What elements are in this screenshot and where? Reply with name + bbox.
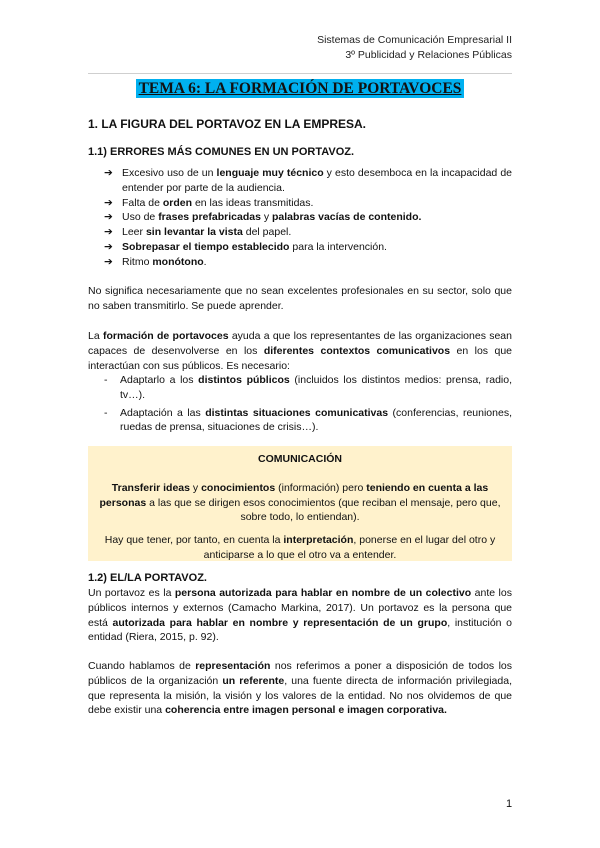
arrow-icon: ➔ (104, 226, 113, 239)
list-item: ➔ Leer sin levantar la vista del papel. (104, 226, 292, 239)
paragraph-representation: Cuando hablamos de representación nos referimos a poner a disposición de todos los públicos de la organización un referente, una fuente directa de información privilegiada, que representa la misión, la visión y los valores de la entidad. No nos olvidemos de que debe existir una coherencia entre imagen personal e imagen corporativa. (88, 660, 512, 717)
paragraph-learnable: No significa necesariamente que no sean excelentes profesionales en su sector, solo que no saben transmitirlo. Se puede aprender. (88, 285, 512, 312)
header-degree: 3º Publicidad y Relaciones Públicas (345, 49, 512, 61)
arrow-icon: ➔ (104, 211, 113, 224)
errors-list (104, 166, 512, 270)
list-item: ➔ Ritmo monótono. (104, 255, 207, 268)
list-item: ➔ Excesivo uso de un lenguaje muy técnico y esto desemboca en la incapacidad de entender por parte de la audiencia. (104, 167, 513, 194)
communication-callout (88, 446, 512, 561)
list-item: - Adaptación a las distintas situaciones comunicativas (conferencias, reuniones, ruedas de prensa, situaciones de crisis…). (104, 406, 512, 434)
title-wrapper (0, 79, 600, 98)
section-1-2-heading: 1.2) EL/LA PORTAVOZ. (88, 572, 207, 584)
list-item: - Adaptarlo a los distintos públicos (incluidos los distintos medios: prensa, radio, tv…). (104, 374, 512, 401)
arrow-icon: ➔ (104, 196, 113, 209)
callout-paragraph-1: Transferir ideas y conocimientos (información) pero teniendo en cuenta a las personas a las que se dirigen esos conocimientos (que reciban el mensaje, pero que, sobre todo, lo entiendan). (99, 481, 501, 524)
arrow-icon: ➔ (104, 167, 113, 179)
paragraph-spokesperson-definition: Un portavoz es la persona autorizada para hablar en nombre de un colectivo ante los públicos internos y externos (Camacho Markina, 2017). Un portavoz es la persona que está autorizada para hablar en nombre y representación de un grupo, institución o entidad (Riera, 2015, p. 92). (88, 587, 512, 644)
list-item: ➔ Sobrepasar el tiempo establecido para la intervención. (104, 240, 387, 253)
header-course: Sistemas de Comunicación Empresarial II (317, 34, 512, 46)
header-divider (88, 73, 512, 74)
arrow-icon: ➔ (104, 240, 113, 253)
callout-paragraph-2: Hay que tener, por tanto, en cuenta la interpretación, ponerse en el lugar del otro y anticiparse a lo que el otro va a entender. (104, 534, 496, 561)
page-header (317, 33, 512, 63)
list-item: ➔ Falta de orden en las ideas transmitidas. (104, 196, 314, 209)
page-title: TEMA 6: LA FORMACIÓN DE PORTAVOCES (136, 79, 465, 98)
callout-title: COMUNICACIÓN (258, 453, 342, 465)
adaptation-list (104, 373, 512, 438)
section-1-1-heading: 1.1) ERRORES MÁS COMUNES EN UN PORTAVOZ. (88, 146, 355, 158)
list-item: ➔ Uso de frases prefabricadas y palabras vacías de contenido. (104, 211, 422, 224)
paragraph-training: La formación de portavoces ayuda a que los representantes de las organizaciones sean capaces de desenvolverse en los diferentes contextos comunicativos en los que interactúan con sus públicos. Es necesario: (88, 330, 513, 372)
arrow-icon: ➔ (104, 255, 113, 268)
section-1-heading: 1. LA FIGURA DEL PORTAVOZ EN LA EMPRESA. (88, 117, 367, 131)
page-number: 1 (506, 798, 513, 810)
